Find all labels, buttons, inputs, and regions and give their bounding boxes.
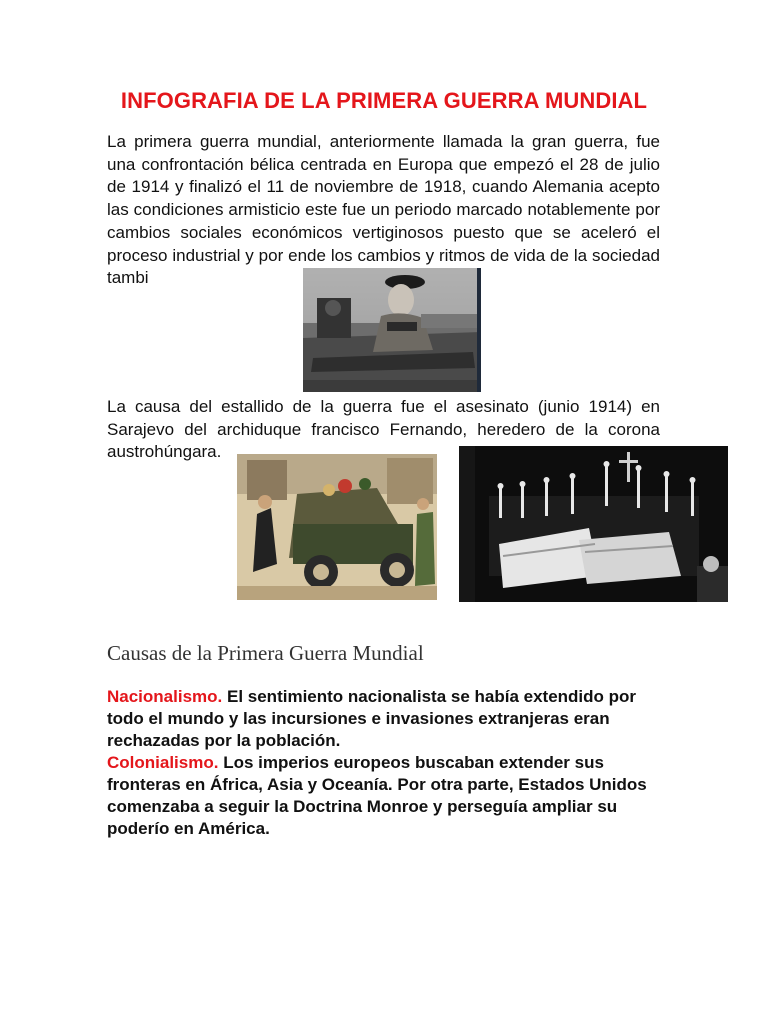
cause-text-colonialismo: Los imperios europeos buscaban extender sus fronteras en África, Asia y Oceanía. Por otra parte, Estados Unidos comenzaba a seguir la Doctrina Monroe y perseguía ampliar su poderío en América. xyxy=(107,753,647,838)
causes-section-heading: Causas de la Primera Guerra Mundial xyxy=(107,641,424,665)
causes-list xyxy=(107,686,667,840)
cause-text-nacionalismo: El sentimiento nacionalista se había extendido por todo el mundo y las incursiones e invasiones extranjeras eran rechazadas por la población. xyxy=(107,687,637,750)
funeral-photo xyxy=(459,446,728,602)
page-title: INFOGRAFIA DE LA PRIMERA GUERRA MUNDIAL xyxy=(120,88,648,113)
assassination-illustration xyxy=(237,454,437,600)
tank-commander-photo xyxy=(303,268,481,392)
cause-term-colonialismo: Colonialismo. xyxy=(107,753,219,772)
cause-term-nacionalismo: Nacionalismo. xyxy=(107,687,223,706)
intro-paragraph: La primera guerra mundial, anteriormente llamada la gran guerra, fue una confrontación bélica centrada en Europa que empezó el 28 de julio de 1914 y finalizó el 11 de noviembre de 1918, cuando Alemania acepto las condiciones armisticio este fue un periodo marcado notablemente por cambios sociales económicos vertiginosos puesto que se aceleró el proceso industrial y por ende los cambios y ritmos de vida de la sociedad tambi xyxy=(107,132,660,288)
assassination-paragraph: La causa del estallido de la guerra fue el asesinato (junio 1914) en Sarajevo del archiduque francisco Fernando, heredero de la corona austrohúngara. xyxy=(107,397,660,462)
